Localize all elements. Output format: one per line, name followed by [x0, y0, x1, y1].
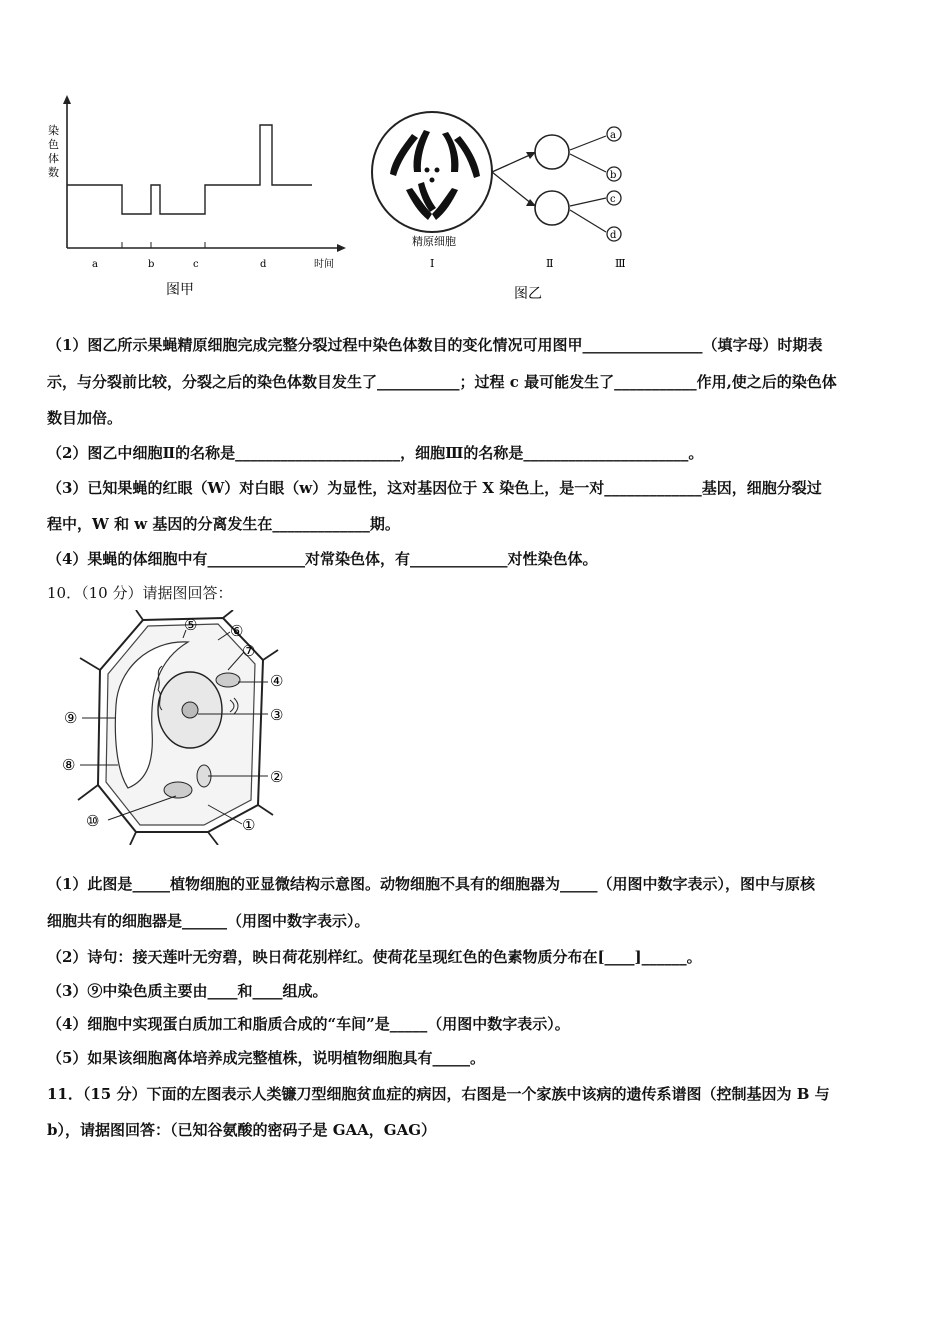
caption-jia: 图甲 — [166, 282, 194, 298]
label-7: ⑦ — [242, 642, 256, 660]
figure-chromosome-charts — [40, 92, 640, 307]
stage-I: Ⅰ — [430, 257, 435, 270]
caption-yi: 图乙 — [514, 286, 542, 302]
q9-line-7: （4）果蝇的体细胞中有_____________对常染色体，有_____________对性染色体。 — [47, 550, 598, 568]
label-b: b — [610, 170, 617, 181]
q10-line-2: 细胞共有的细胞器是______（用图中数字表示）。 — [47, 912, 370, 930]
y-label-char: 染 — [48, 124, 59, 137]
q10-line-3: （2）诗句：接天莲叶无穷碧，映日荷花别样红。使荷花呈现红色的色素物质分布在[____]______。 — [47, 948, 702, 966]
x-tick-b: b — [148, 259, 155, 270]
y-label-char: 体 — [48, 152, 59, 165]
q10-line-6: （5）如果该细胞离体培养成完整植株，说明植物细胞具有_____。 — [47, 1049, 485, 1067]
x-axis-label: 时间 — [314, 259, 334, 270]
q9-line-6: 程中，W 和 w 基因的分离发生在_____________期。 — [47, 515, 400, 533]
q11-line-1: 11．（15 分）下面的左图表示人类镰刀型细胞贫血症的病因，右图是一个家族中该病的遗传系谱图（控制基因为 B 与 — [47, 1085, 830, 1103]
cell-II-upper — [535, 135, 569, 169]
label-3: ③ — [270, 706, 284, 724]
label-1: ① — [242, 816, 256, 834]
chloroplast — [216, 673, 240, 687]
q9-line-5: （3）已知果蝇的红眼（W）对白眼（w）为显性，这对基因位于 X 染色上，是一对_____________基因，细胞分裂过 — [47, 479, 822, 497]
y-label-char: 数 — [48, 166, 59, 179]
label-a: a — [610, 130, 616, 141]
cell-II-lower — [535, 191, 569, 225]
q11-line-2: b），请据图回答：（已知谷氨酸的密码子是 GAA，GAG） — [47, 1121, 437, 1139]
x-tick-a: a — [92, 259, 98, 270]
q10-line-1: （1）此图是_____植物细胞的亚显微结构示意图。动物细胞不具有的细胞器为_____（用图中数字表示），图中与原核 — [47, 875, 815, 893]
label-6: ⑥ — [230, 622, 244, 640]
q9-line-1: （1）图乙所示果蝇精原细胞完成完整分裂过程中染色体数目的变化情况可用图甲________________（填字母）时期表 — [47, 336, 823, 354]
cell-label: 精原细胞 — [412, 235, 456, 248]
plant-cell-diagram — [58, 610, 303, 845]
x-tick-d: d — [260, 259, 267, 270]
nucleolus — [182, 702, 198, 718]
stage-II: Ⅱ — [546, 257, 554, 270]
stage-III: Ⅲ — [615, 257, 626, 270]
label-9: ⑨ — [64, 709, 78, 727]
label-4: ④ — [270, 672, 284, 690]
q9-line-3: 数目加倍。 — [47, 409, 123, 427]
x-tick-c: c — [193, 259, 199, 270]
q9-line-4: （2）图乙中细胞Ⅱ的名称是______________________，细胞Ⅲ的名称是______________________。 — [47, 444, 704, 462]
label-c: c — [610, 194, 616, 205]
label-8: ⑧ — [62, 756, 76, 774]
label-10: ⑩ — [86, 812, 100, 830]
q10-header: 10．（10 分）请据图回答： — [47, 584, 233, 602]
label-5: ⑤ — [184, 616, 198, 634]
chromosome-count-line — [67, 125, 312, 214]
q10-line-4: （3）⑨中染色质主要由____和____组成。 — [47, 982, 328, 1000]
label-d: d — [610, 230, 617, 241]
q10-line-5: （4）细胞中实现蛋白质加工和脂质合成的“车间”是_____（用图中数字表示）。 — [47, 1015, 570, 1033]
chart-jia — [48, 95, 346, 298]
diagram-yi — [372, 112, 626, 302]
q9-line-2: 示，与分裂前比较，分裂之后的染色体数目发生了___________；过程 c 最可能发生了___________作用,使之后的染色体 — [47, 373, 837, 391]
y-label-char: 色 — [48, 138, 59, 151]
label-2: ② — [270, 768, 284, 786]
chloroplast — [164, 782, 192, 798]
